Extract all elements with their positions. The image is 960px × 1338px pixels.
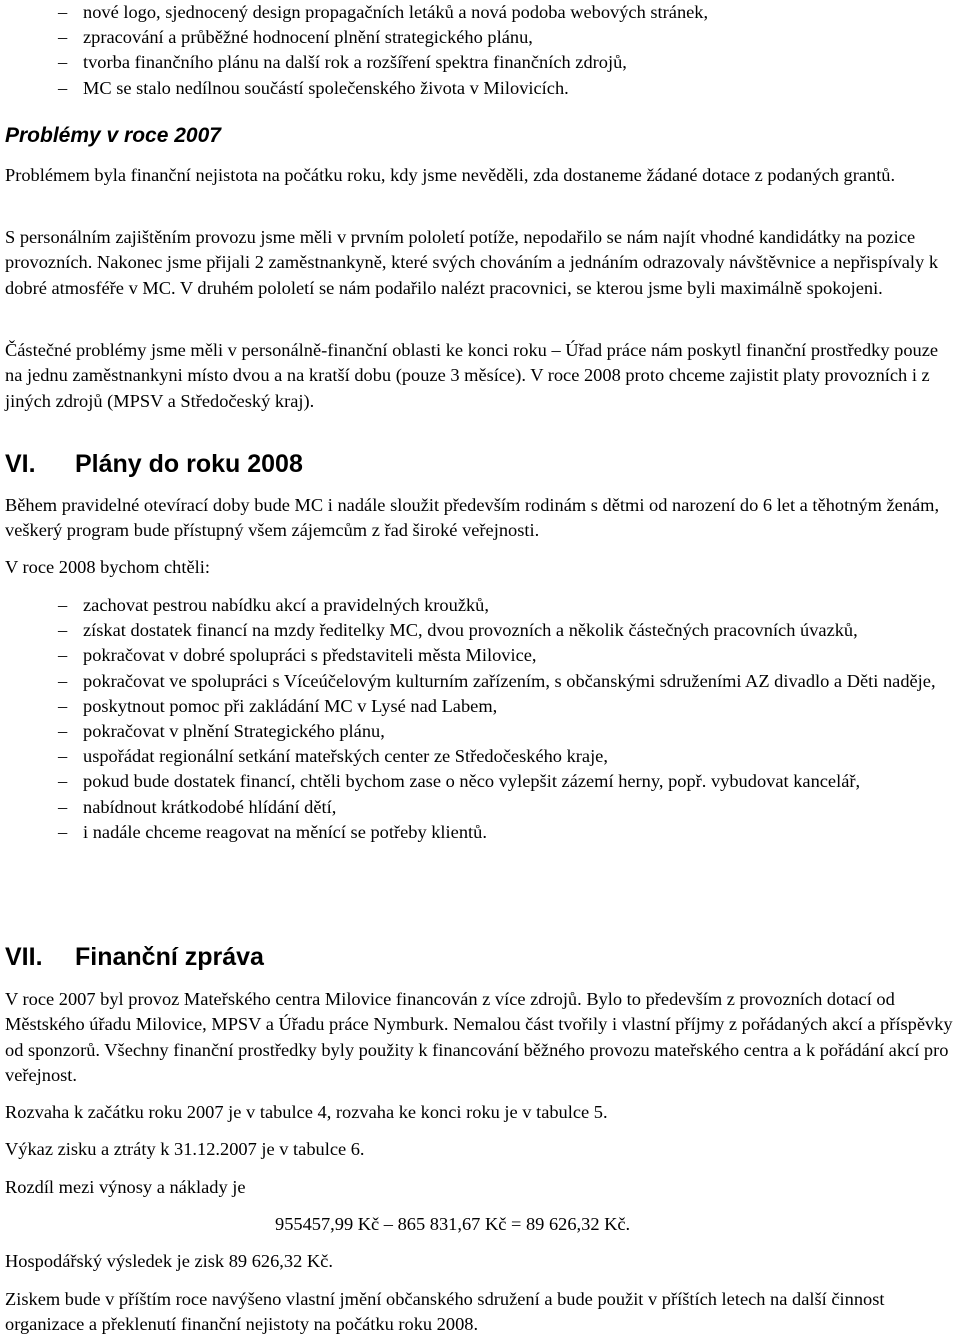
finance-paragraph-4: Rozdíl mezi výnosy a náklady je xyxy=(5,1177,246,1197)
dash-bullet: – xyxy=(58,27,68,48)
dash-bullet: – xyxy=(58,746,68,767)
section-number: VI. xyxy=(5,450,36,478)
problems-paragraph-1: Problémem byla finanční nejistota na počátku roku, kdy jsme nevěděli, zda dostaneme žádané dotace z podaných grantů. xyxy=(5,165,896,185)
profit-equation: 955457,99 Kč – 865 831,67 Kč = 89 626,32 Kč. xyxy=(275,1214,631,1234)
finance-paragraph-5: Hospodářský výsledek je zisk 89 626,32 Kč. xyxy=(5,1251,333,1271)
dash-bullet: – xyxy=(58,771,68,792)
dash-bullet: – xyxy=(58,670,68,691)
list-item: – nabídnout krátkodobé hlídání dětí, xyxy=(5,795,957,820)
plans-intro: Během pravidelné otevírací doby bude MC i nadále sloužit především rodinám s dětmi od narození do 6 let a těhotným ženám, veškerý program bude přístupný všem zájemcům z řad široké veřejnosti. xyxy=(5,495,940,541)
list-item: – pokračovat v plnění Strategického plánu, xyxy=(5,719,957,744)
list-item: – MC se stalo nedílnou součástí společenského života v Milovicích. xyxy=(5,76,708,101)
plans-list xyxy=(5,593,957,845)
finance-paragraph-6: Ziskem bude v příštím roce navýšeno vlastní jmění občanského sdružení a bude použit v příštích letech na další činnost organizace a překlenutí finanční nejistoty na počátku roku 2008. xyxy=(5,1289,885,1335)
dash-bullet: – xyxy=(58,77,68,98)
list-item: – nové logo, sjednocený design propagačních letáků a nová podoba webových stránek, xyxy=(5,0,708,25)
problems-paragraph-2: S personálním zajištěním provozu jsme měli v prvním pololetí potíže, nepodařilo se nám najít vhodné kandidátky na pozice provozních. Nakonec jsme přijali 2 zaměstnankyně, které svých chováním a jednáním odrazovaly návštěvnice a nepřispívaly k dobré atmosféře v MC. V druhém pololetí se nám podařilo nalézt pracovnici, se kterou jsme byli maximálně spokojeni. xyxy=(5,227,939,298)
dash-bullet: – xyxy=(58,721,68,742)
dash-bullet: – xyxy=(58,695,68,716)
dash-bullet: – xyxy=(58,595,68,615)
dash-bullet: – xyxy=(58,52,68,73)
dash-bullet: – xyxy=(58,2,68,22)
list-item: – pokud bude dostatek financí, chtěli bychom zase o něco vylepšit zázemí herny, popř. vybudovat kancelář, xyxy=(5,769,957,794)
achievements-list xyxy=(5,0,708,101)
finance-paragraph-3: Výkaz zisku a ztráty k 31.12.2007 je v tabulce 6. xyxy=(5,1139,365,1159)
dash-bullet: – xyxy=(58,620,68,641)
plans-heading xyxy=(5,450,303,479)
problems-paragraph-3: Částečné problémy jsme měli v personálně-finanční oblasti ke konci roku – Úřad práce nám poskytl finanční prostředky pouze na jednu zaměstnankyni místo dvou a na kratší dobu (pouze 3 měsíce). V roce 2008 proto chceme zajistit platy provozních i z jiných zdrojů (MPSV a Středočeský kraj). xyxy=(5,340,939,411)
finance-paragraph-2: Rozvaha k začátku roku 2007 je v tabulce 4, rozvaha ke konci roku je v tabulce 5. xyxy=(5,1102,608,1122)
list-item: – pokračovat v dobré spolupráci s představiteli města Milovice, xyxy=(5,643,957,668)
list-item: – získat dostatek financí na mzdy ředitelky MC, dvou provozních a několik částečných pracovních úvazků, xyxy=(5,618,957,643)
list-item: – tvorba finančního plánu na další rok a rozšíření spektra finančních zdrojů, xyxy=(5,50,708,75)
finance-heading xyxy=(5,943,264,972)
problems-heading: Problémy v roce 2007 xyxy=(5,124,221,147)
dash-bullet: – xyxy=(58,821,68,842)
list-item: – poskytnout pomoc při zakládání MC v Lysé nad Labem, xyxy=(5,694,957,719)
list-item: – pokračovat ve spolupráci s Víceúčelovým kulturním zařízením, s občanskými sdruženími AZ divadlo a Děti naděje, xyxy=(5,669,957,694)
plans-lead: V roce 2008 bychom chtěli: xyxy=(5,557,210,577)
dash-bullet: – xyxy=(58,796,68,817)
list-item: – i nadále chceme reagovat na měnící se potřeby klientů. xyxy=(5,820,957,845)
section-number: VII. xyxy=(5,943,43,971)
finance-paragraph-1: V roce 2007 byl provoz Mateřského centra Milovice financován z více zdrojů. Bylo to především z provozních dotací od Městského úřadu Milovice, MPSV a Úřadu práce Nymburk. Nemalou část tvořily i vlastní příjmy z pořádaných akcí a příspěvky od sponzorů. Všechny finanční prostředky byly použity k financování běžného provozu mateřského centra a k pořádání akcí pro veřejnost. xyxy=(5,989,953,1085)
section-title: Finanční zpráva xyxy=(75,943,264,971)
list-item: – zpracování a průběžné hodnocení plnění strategického plánu, xyxy=(5,25,708,50)
list-item: – zachovat pestrou nabídku akcí a pravidelných kroužků, xyxy=(5,593,957,618)
list-item: – uspořádat regionální setkání mateřských center ze Středočeského kraje, xyxy=(5,744,957,769)
dash-bullet: – xyxy=(58,645,68,666)
section-title: Plány do roku 2008 xyxy=(75,450,303,478)
